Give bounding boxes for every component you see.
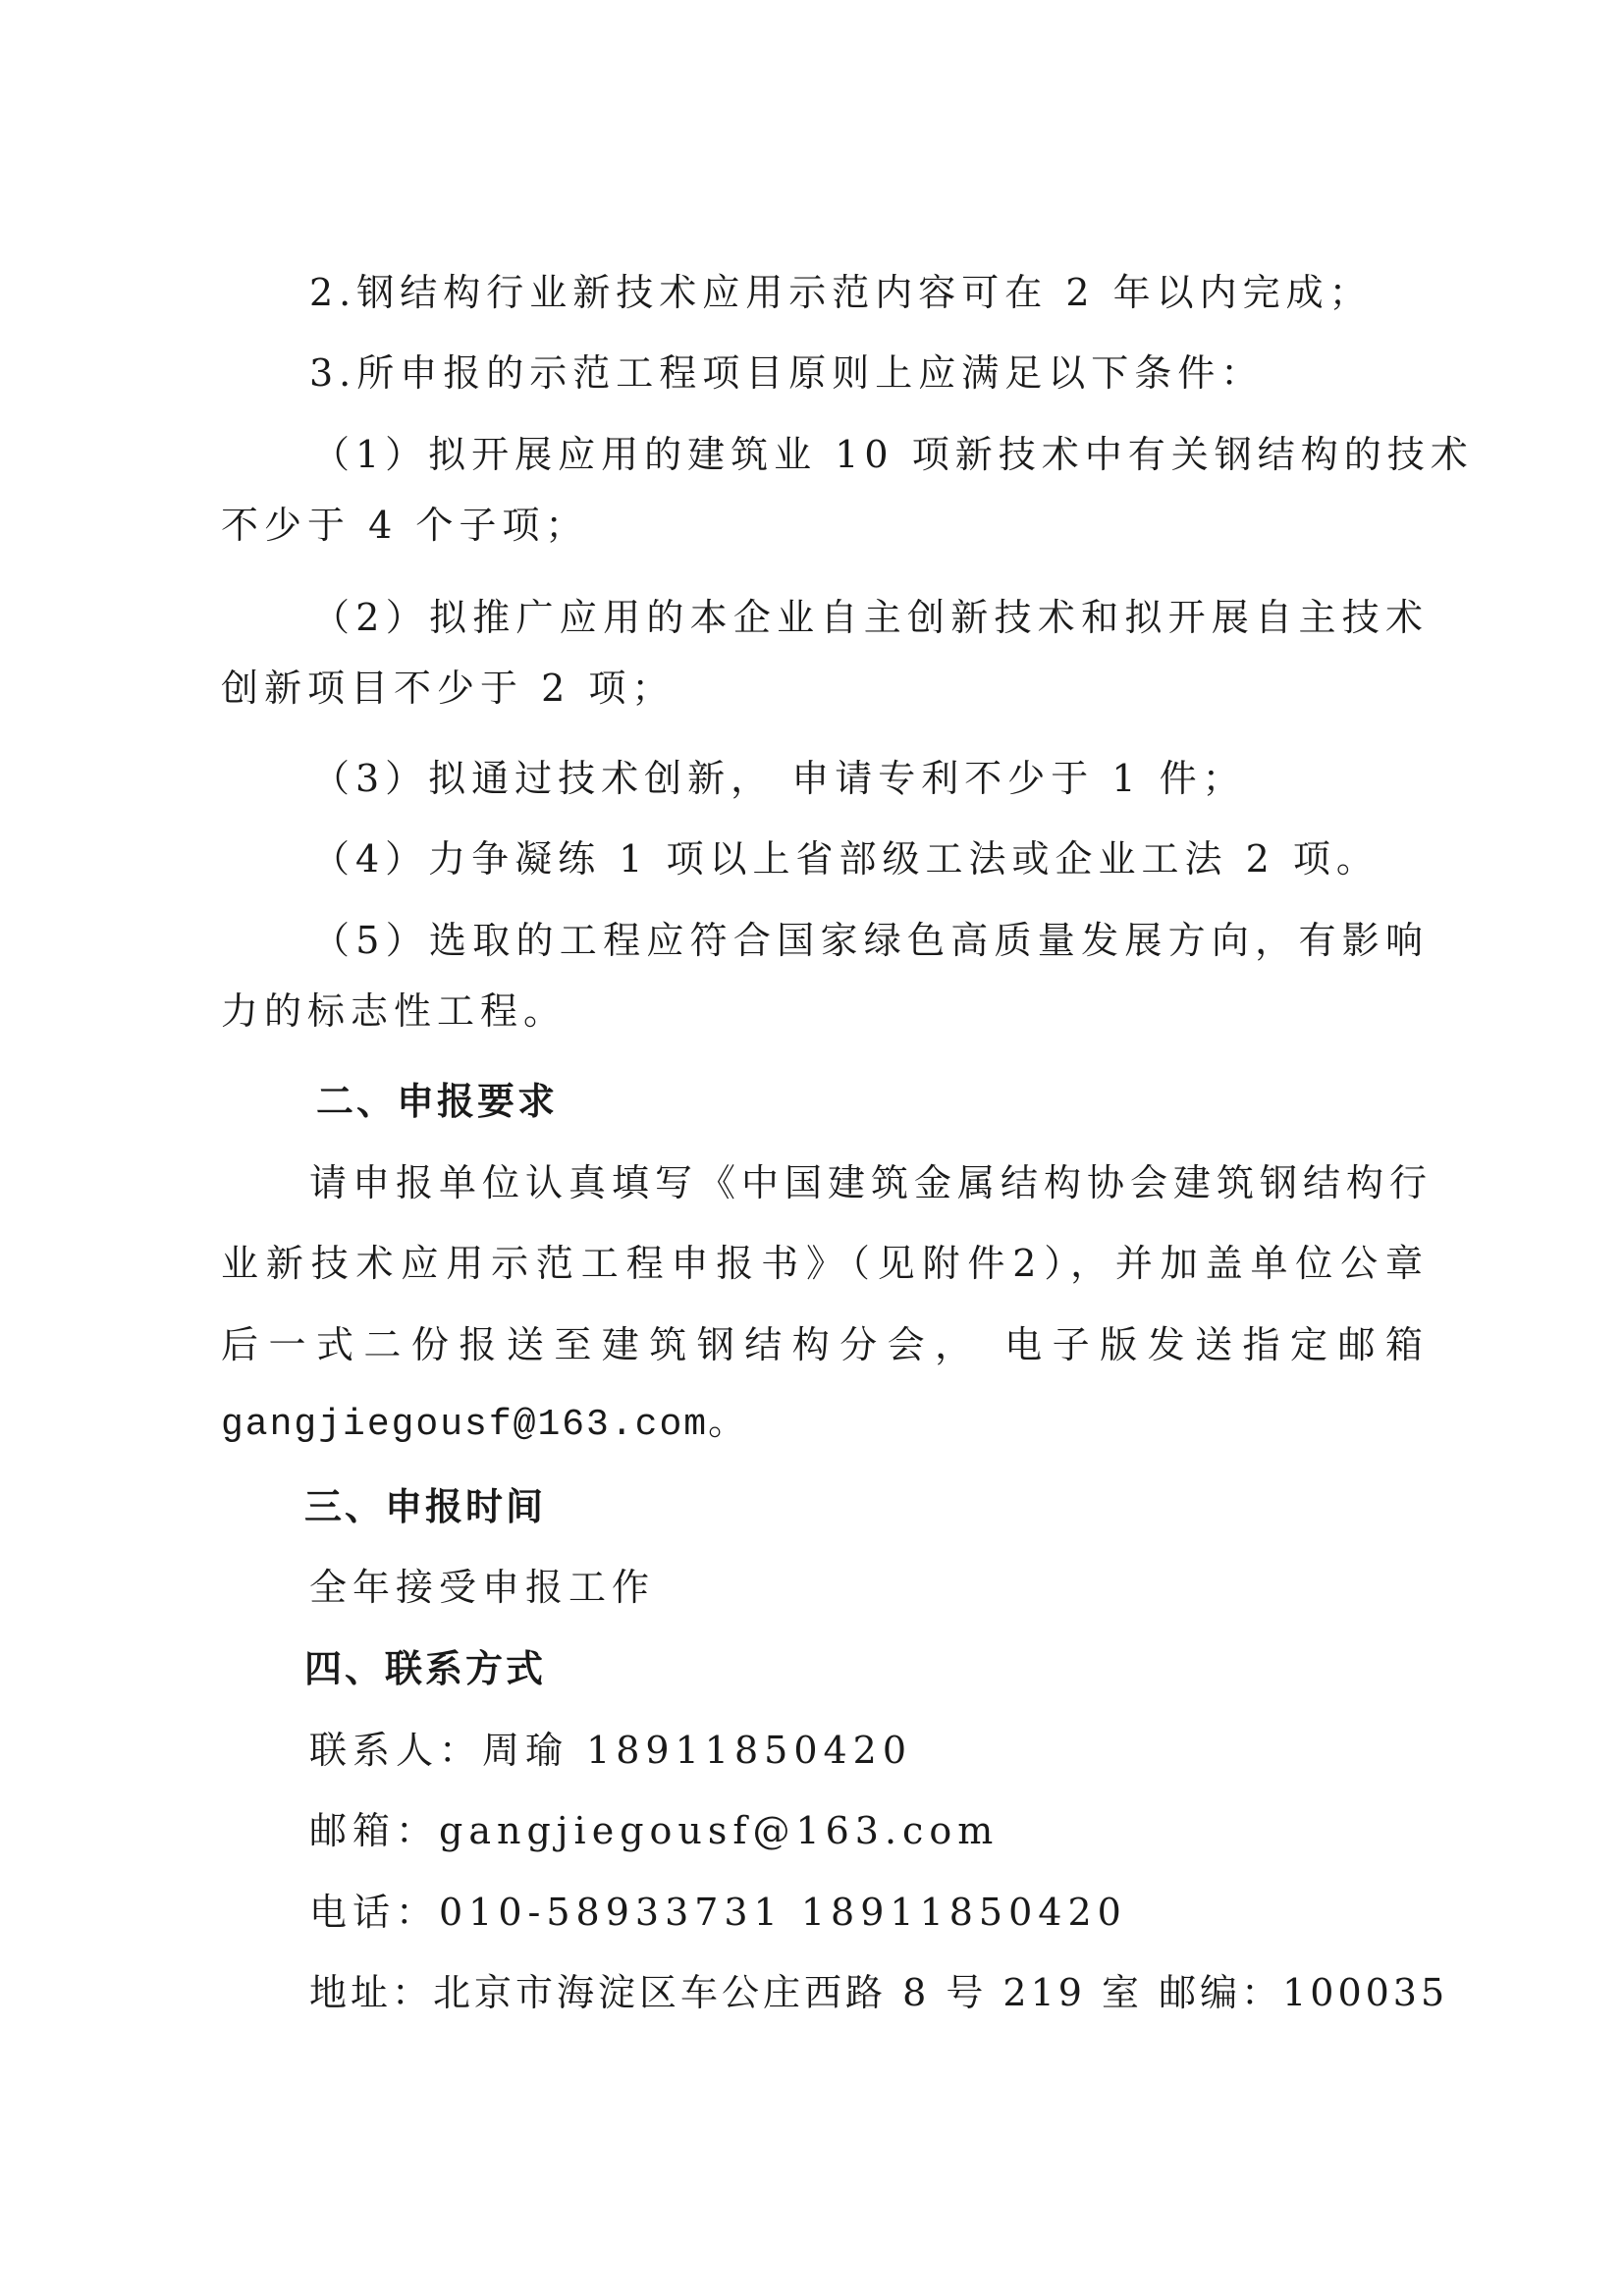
requirements-email: gangjiegousf@163.com。 <box>221 1404 748 1446</box>
condition-2-line-1: （2）拟推广应用的本企业自主创新技术和拟开展自主技术 <box>312 596 1429 639</box>
condition-1-line-1: （1）拟开展应用的建筑业 10 项新技术中有关钢结构的技术 <box>312 433 1474 476</box>
condition-3: （3）拟通过技术创新， 申请专利不少于 1 件； <box>312 757 1246 800</box>
section-heading-requirements: 二、申报要求 <box>316 1080 559 1123</box>
contact-email: 邮箱：gangjiegousf@163.com <box>309 1809 1000 1852</box>
schedule-text: 全年接受申报工作 <box>309 1566 656 1609</box>
item-3-conditions-intro: 3.所申报的示范工程项目原则上应满足以下条件： <box>309 351 1265 395</box>
requirements-line-3: 后一式二份报送至建筑钢结构分会， 电子版发送指定邮箱 <box>221 1323 1429 1366</box>
condition-4: （4）力争凝练 1 项以上省部级工法或企业工法 2 项。 <box>312 837 1380 881</box>
requirements-line-1: 请申报单位认真填写《中国建筑金属结构协会建筑钢结构行 <box>309 1161 1434 1204</box>
contact-address: 地址：北京市海淀区车公庄西路 8 号 219 室 邮编：100035 <box>309 1971 1449 2014</box>
item-2-duration: 2.钢结构行业新技术应用示范内容可在 2 年以内完成； <box>309 271 1373 314</box>
condition-1-line-2: 不少于 4 个子项； <box>221 504 589 547</box>
requirements-line-2: 业新技术应用示范工程申报书》（见附件2），并加盖单位公章 <box>221 1242 1429 1285</box>
condition-2-line-2: 创新项目不少于 2 项； <box>221 667 676 710</box>
condition-5-line-1: （5）选取的工程应符合国家绿色高质量发展方向，有影响 <box>312 919 1429 962</box>
condition-5-line-2: 力的标志性工程。 <box>221 989 568 1033</box>
contact-person: 联系人：周瑜 18911850420 <box>309 1729 913 1772</box>
contact-phone: 电话：010-58933731 18911850420 <box>309 1891 1127 1934</box>
section-heading-contact: 四、联系方式 <box>304 1647 547 1690</box>
section-heading-schedule: 三、申报时间 <box>304 1485 547 1528</box>
